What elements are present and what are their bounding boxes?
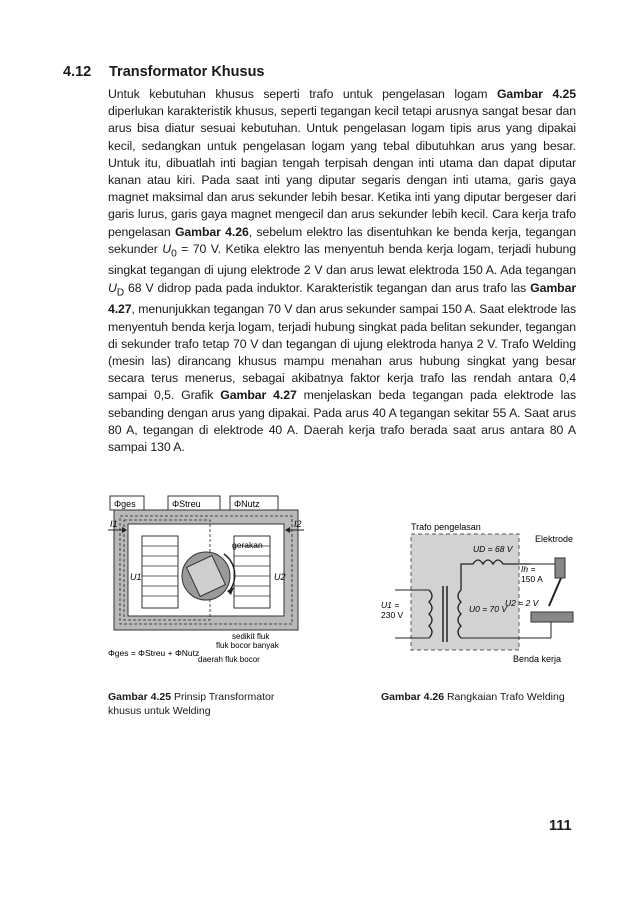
figure-4-25 <box>106 494 306 666</box>
u0-label: U0 = 70 V <box>469 604 508 614</box>
phi-ges-label: Φges <box>114 499 136 509</box>
caption-label: Gambar 4.25 <box>108 691 172 703</box>
symbol-ud: U <box>108 280 117 295</box>
u1-label: U1 <box>130 572 142 582</box>
section-number: 4.12 <box>63 64 92 80</box>
u1-label: U1 = <box>381 600 400 610</box>
body-text-run: Untuk kebutuhan khusus seperti trafo untuk pengelasan logam <box>108 87 497 101</box>
caption-figure-4-26 <box>381 690 581 704</box>
figure-ref: Gambar 4.27 <box>108 280 576 317</box>
sedikit-fluk-label: sedikit fluk <box>232 632 270 641</box>
body-text-run: = 70 V. Ketika elektro las menyentuh benda kerja logam, terjadi hubung singkat tegangan di ujung elektrode 2 V dan arus lewat elektroda 150 A. Ada tegangan <box>108 241 576 278</box>
symbol-u0-subscript: 0 <box>171 248 177 260</box>
body-text-run: , sebelum elektro las disentuhkan ke benda kerja, tegangan sekunder <box>108 224 576 256</box>
body-paragraph <box>108 86 576 456</box>
caption-text: Prinsip Transformator khusus untuk Welding <box>108 691 275 717</box>
figure-4-26 <box>381 520 577 666</box>
i1-label: I1 <box>110 519 118 529</box>
symbol-u0: U <box>162 241 172 256</box>
fluk-bocor-banyak-label: fluk bocor banyak <box>216 641 279 650</box>
body-text-run: diperlukan karakteristik khusus, seperti tegangan kecil tetapi arusnya sangat besar dan arus bisa diatur sesuai kebutuhan. Untuk pengelasan logam tipis arus yang dipakai kecil, sedangkan untuk pengelasan logam yang tebal dibutuhkan arus yang besar. Untuk itu, dibuatlah inti bagian tengah terpisah dengan inti utama dan dapat diputar kanan atau kiri. Pada saat inti yang diputar segaris dengan inti utama, garis gaya magnet maksimal dan arus sekunder lebih besar. Ketika inti yang diputar bergeser dari garis lurus, garis gaya magnet mengecil dan arus sekunder lebih kecil. Cara kerja trafo pengelasan <box>108 104 576 239</box>
daerah-fluk-bocor-label: daerah fluk bocor <box>198 655 260 664</box>
u2-label: U2 = 2 V <box>505 598 539 608</box>
section-title: Transformator Khusus <box>109 64 265 80</box>
phi-streu-label: ΦStreu <box>172 499 201 509</box>
trafo-label: Trafo pengelasan <box>411 522 481 532</box>
body-text-run: 68 V didrop pada pada induktor. Karakteristik tegangan dan arus trafo las <box>124 280 531 295</box>
caption-text: Rangkaian Trafo Welding <box>444 691 565 703</box>
body-text-run: , menunjukkan tegangan 70 V dan arus sekunder sampai 150 A. Saat elektrode las menyentuh benda kerja logam, terjadi hubung singkat pada belitan sekunder, tegangan di sekunder trafo tetap 70 V dan tegangan di ujung elektroda hanya 2 V. Trafo Welding (mesin las) dirancang khusus mampu menahan arus hubung singkat yang besar secara terus menerus, sebagai akibatnya faktor kerja trafo las rendah antara 0,4 sampai 0,5. Grafik <box>108 302 576 403</box>
benda-kerja-label: Benda kerja <box>513 654 562 664</box>
section-heading <box>63 64 265 80</box>
ih-value: 150 A <box>521 574 543 584</box>
gerakan-label: gerakan <box>232 540 263 550</box>
figure-ref: Gambar 4.25 <box>496 87 576 101</box>
page-number: 111 <box>549 818 572 834</box>
phi-nutz-label: ΦNutz <box>234 499 260 509</box>
caption-figure-4-25 <box>108 690 308 718</box>
flux-formula: Φges = ΦStreu + ΦNutz <box>108 648 200 658</box>
figure-ref: Gambar 4.26 <box>174 224 249 239</box>
caption-label: Gambar 4.26 <box>381 691 445 703</box>
i2-label: I2 <box>294 519 302 529</box>
ih-label: Ih = <box>521 564 536 574</box>
symbol-ud-subscript: D <box>116 287 125 299</box>
u1-value: 230 V <box>381 610 404 620</box>
figure-ref: Gambar 4.27 <box>220 388 297 403</box>
ud-label: UD = 68 V <box>473 544 513 554</box>
body-text-run: menjelaskan beda tegangan pada elektrode las sebanding dengan arus yang dipakai. Pada arus 40 A tegangan sekitar 55 A. Saat arus 80 A, tegangan di elektrode 40 A. Daerah kerja trafo berada saat arus antara 80 A sampai 130 A. <box>108 388 577 454</box>
u2-label: U2 <box>274 572 286 582</box>
elektrode-label: Elektrode <box>535 534 574 544</box>
